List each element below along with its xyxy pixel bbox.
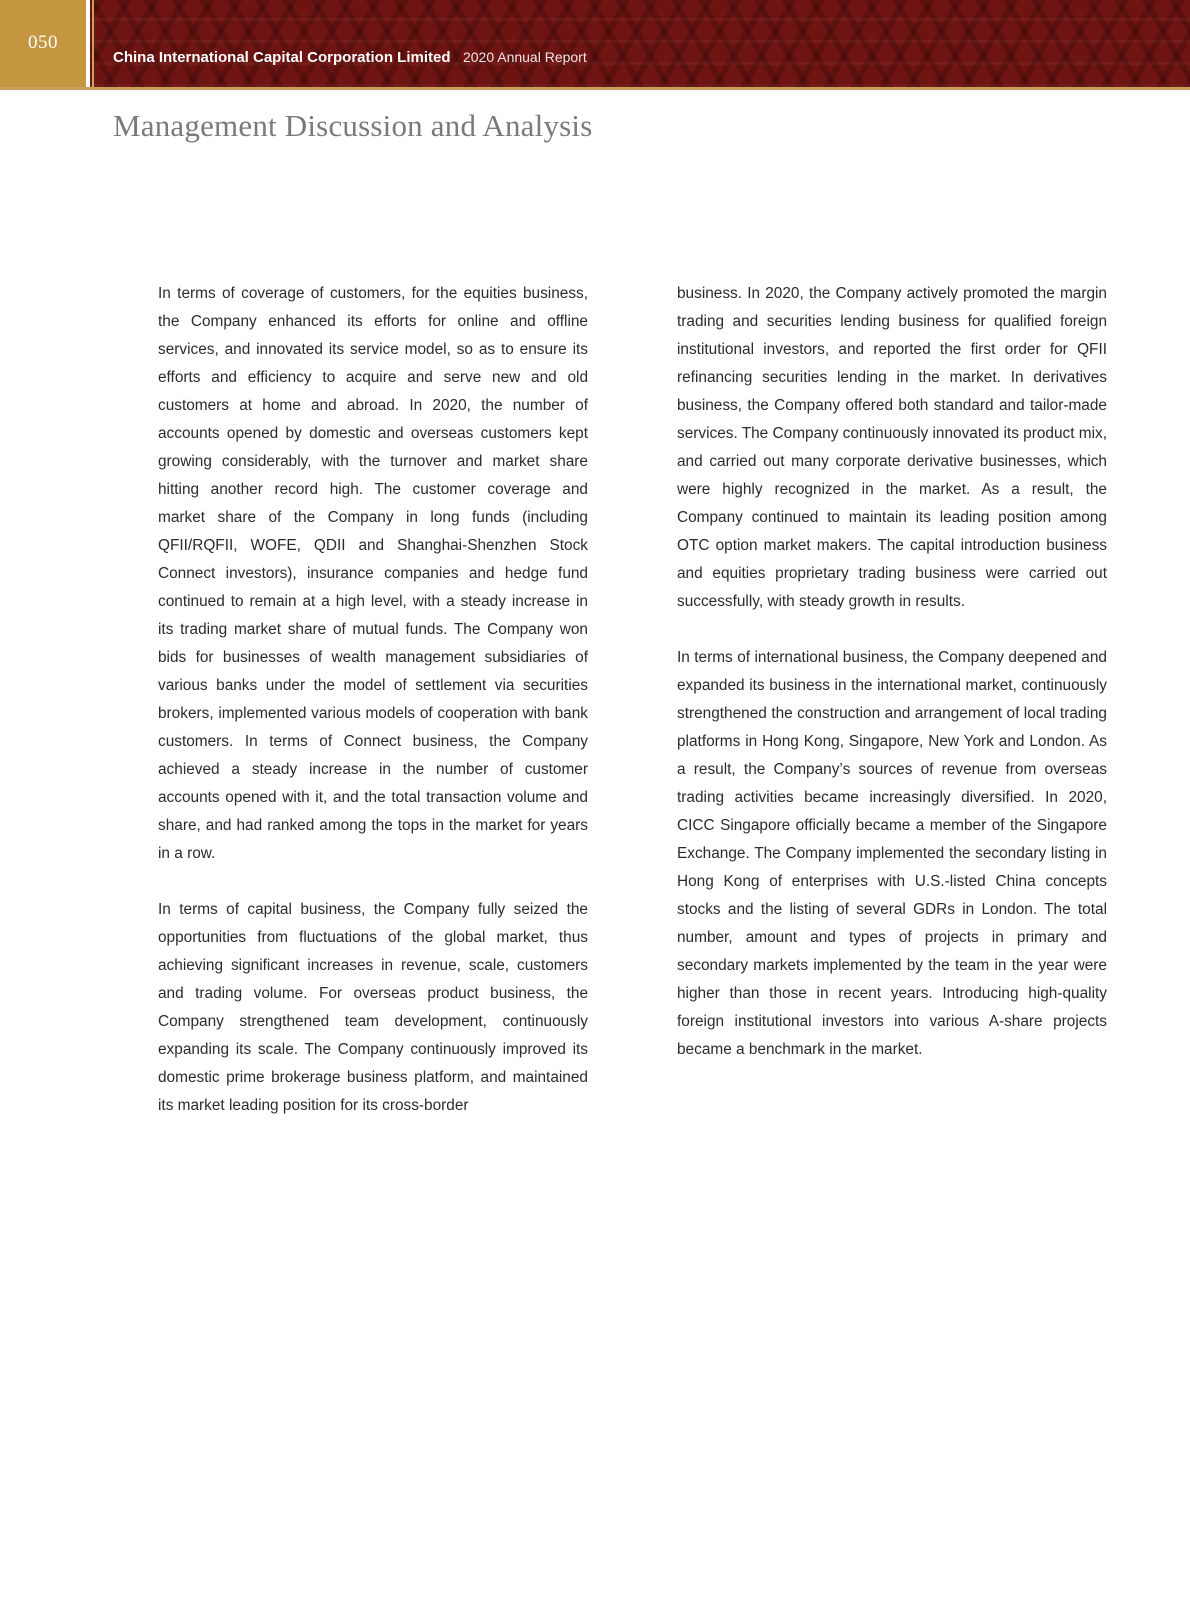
header-divider <box>0 87 1190 90</box>
paragraph-capital-business-continued: business. In 2020, the Company actively promoted the margin trading and securities lending business for qualified foreign institutional investors, and reported the first order for QFII refinancing securities lending in the market. In derivatives business, the Company offered both standard and tailor-made services. The Company continuously innovated its product mix, and carried out many corporate derivative businesses, which were highly recognized in the market. As a result, the Company continued to maintain its leading position among OTC option market makers. The capital introduction business and equities proprietary trading business were carried out successfully, with steady growth in results. <box>677 285 1108 610</box>
paragraph-customer-coverage: In terms of coverage of customers, for the equities business, the Company enhanced its efforts for online and offline services, and innovated its service model, so as to ensure its efforts and efficiency to acquire and serve new and old customers at home and abroad. In 2020, the number of accounts opened by domestic and overseas customers kept growing considerably, with the turnover and market share hitting another record high. The customer coverage and market share of the Company in long funds (including QFII/RQFII, WOFE, QDII and Shanghai-Shenzhen Stock Connect investors), insurance companies and hedge fund continued to remain at a high level, with a steady increase in its trading market share of mutual funds. The Company won bids for businesses of wealth management subsidiaries of various banks under the model of settlement via securities brokers, implemented various models of cooperation with bank customers. In terms of Connect business, the Company achieved a steady increase in the number of customer accounts opened with it, and the total transaction volume and share, and had ranked among the tops in the market for years in a row. <box>158 285 588 862</box>
company-name: China International Capital Corporation Limited <box>113 49 451 66</box>
left-column <box>158 280 588 1148</box>
paragraph-international-business: In terms of international business, the Company deepened and expanded its business in the international market, continuously strengthened the construction and arrangement of local trading platforms in Hong Kong, Singapore, New York and London. As a result, the Company’s sources of revenue from overseas trading activities became increasingly diversified. In 2020, CICC Singapore officially became a member of the Singapore Exchange. The Company implemented the secondary listing in Hong Kong of enterprises with U.S.-listed China concepts stocks and the listing of several GDRs in London. The total number, amount and types of projects in primary and secondary markets implemented by the team in the year were higher than those in recent years. Introducing high-quality foreign institutional investors into various A-share projects became a benchmark in the market. <box>677 649 1107 1058</box>
report-label: 2020 Annual Report <box>462 49 587 65</box>
right-column <box>677 280 1107 1092</box>
page-number-tab <box>0 0 90 87</box>
header-accent-line <box>92 0 94 87</box>
section-title: Management Discussion and Analysis <box>113 108 593 143</box>
running-header <box>113 49 587 67</box>
paragraph-capital-business: In terms of capital business, the Company fully seized the opportunities from fluctuations of the global market, thus achieving significant increases in revenue, scale, customers and trading volume. For overseas product business, the Company strengthened team development, continuously expanding its scale. The Company continuously improved its domestic prime brokerage business platform, and maintained its market leading position for its cross-border <box>158 901 588 1114</box>
header-banner <box>0 0 1190 87</box>
page-number: 050 <box>28 31 58 53</box>
